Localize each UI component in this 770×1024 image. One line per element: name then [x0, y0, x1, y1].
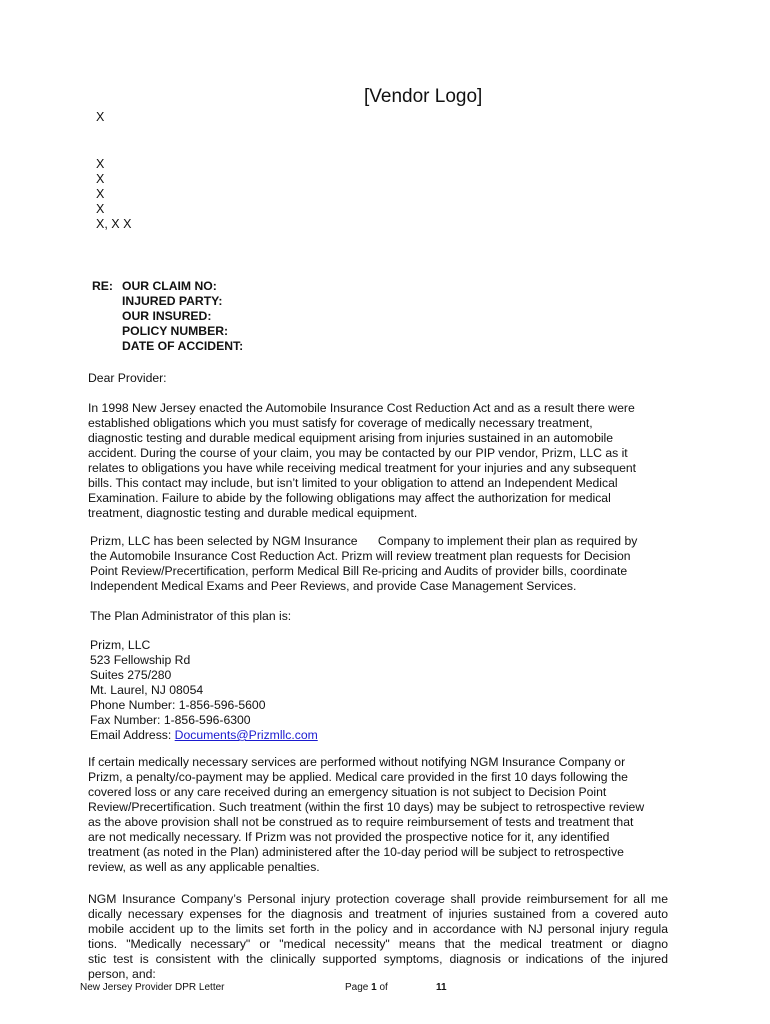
- paragraph-line: treatment (as noted in the Plan) administered after the 10-day period will be subject to retrospective: [88, 845, 624, 859]
- paragraph-line: person, and:: [88, 967, 156, 981]
- footer-document-title: New Jersey Provider DPR Letter: [80, 982, 225, 993]
- paragraph-line: diagnostic testing and durable medical equipment arising from injuries sustained in an automobile: [88, 431, 614, 445]
- re-field-date-of-accident: DATE OF ACCIDENT:: [122, 339, 244, 353]
- re-field-claim-no: OUR CLAIM NO:: [122, 279, 217, 293]
- addressee-line: X, X X: [96, 217, 132, 231]
- footer-page-label: Page: [345, 982, 372, 993]
- addressee-line: X: [96, 187, 105, 201]
- paragraph-line: bills. This contact may include, but isn’t limited to your obligation to attend an Independent Medical: [88, 476, 618, 490]
- paragraph-pip-coverage: [88, 892, 668, 982]
- footer-of-label: of: [376, 982, 388, 993]
- paragraph-pip-obligations: [88, 401, 672, 521]
- admin-fax: Fax Number: 1-856-596-6300: [90, 713, 251, 727]
- paragraph-line: accident. During the course of your claim, you may be contacted by our PIP vendor, Prizm, LLC as it: [88, 446, 628, 460]
- paragraph-line: Review/Precertification. Such treatment (within the first 10 days) may be subject to retrospective review: [88, 800, 645, 814]
- admin-email-row: [90, 728, 674, 743]
- paragraph-prizm-selection: [90, 534, 674, 594]
- addressee-block: [96, 157, 131, 232]
- paragraph-line: mobile accident up to the limits set forth in the policy and in accordance with NJ personal injury regula: [88, 922, 668, 936]
- paragraph-line: dically necessary expenses for the diagnosis and treatment of injuries sustained from a covered auto: [88, 907, 668, 921]
- re-label: RE:: [92, 279, 113, 293]
- paragraph-line: are not medically necessary. If Prizm was not provided the prospective notice for it, any identified: [88, 830, 610, 844]
- paragraph-line: stic test is consistent with the clinically supported symptoms, diagnosis or indications of the injured: [88, 952, 668, 966]
- footer-page-number: 1: [371, 982, 377, 993]
- paragraph-line: Examination. Failure to abide by the following obligations may affect the authorization for medical: [88, 491, 611, 505]
- addressee-line: X: [96, 157, 105, 171]
- reference-block: [92, 279, 243, 354]
- paragraph-penalty: [88, 755, 672, 875]
- paragraph-line: relates to obligations you have while receiving medical treatment for your injuries and any subsequent: [88, 461, 637, 475]
- plan-administrator-address: [90, 638, 674, 743]
- plan-administrator-intro: The Plan Administrator of this plan is:: [90, 609, 292, 623]
- paragraph-line: NGM Insurance Company’s Personal injury protection coverage shall provide reimbursement for all me: [88, 892, 668, 906]
- paragraph-line: Prizm, a penalty/co-payment may be applied. Medical care provided in the first 10 days following the: [88, 770, 628, 784]
- admin-email-link[interactable]: Documents@Prizmllc.com: [174, 728, 318, 742]
- re-field-policy-number: POLICY NUMBER:: [122, 324, 229, 338]
- admin-street: 523 Fellowship Rd: [90, 653, 191, 667]
- paragraph-line: review, as well as any applicable penalties.: [88, 860, 320, 874]
- admin-suite: Suites 275/280: [90, 668, 172, 682]
- re-field-injured-party: INJURED PARTY:: [122, 294, 223, 308]
- vendor-logo-placeholder: [Vendor Logo]: [364, 86, 483, 107]
- paragraph-line: Point Review/Precertification, perform Medical Bill Re-pricing and Audits of provider bills, coordinate: [90, 564, 628, 578]
- salutation: Dear Provider:: [88, 371, 167, 385]
- admin-city: Mt. Laurel, NJ 08054: [90, 683, 204, 697]
- paragraph-line: covered loss or any care received during an emergency situation is not subject to Decision Point: [88, 785, 607, 799]
- admin-name: Prizm, LLC: [90, 638, 151, 652]
- re-field-our-insured: OUR INSURED:: [122, 309, 212, 323]
- footer-total-pages-number: 11: [436, 982, 447, 993]
- paragraph-line: established obligations which you must satisfy for coverage of medically necessary treatment,: [88, 416, 593, 430]
- addressee-line: X: [96, 202, 105, 216]
- paragraph-line: treatment, diagnostic testing and durable medical equipment.: [88, 506, 418, 520]
- paragraph-line: as the above provision shall not be construed as to require reimbursement of tests and treatment that: [88, 815, 634, 829]
- addressee-line: X: [96, 172, 105, 186]
- paragraph-line: In 1998 New Jersey enacted the Automobile Insurance Cost Reduction Act and as a result there were: [88, 401, 635, 415]
- footer-total-pages: [436, 982, 447, 993]
- paragraph-line: tions. "Medically necessary" or "medical necessity" means that the medical treatment or diagno: [88, 937, 668, 951]
- footer-page-indicator: [345, 982, 388, 993]
- paragraph-line: the Automobile Insurance Cost Reduction Act. Prizm will review treatment plan requests for Decision: [90, 549, 631, 563]
- admin-phone: Phone Number: 1-856-596-5600: [90, 698, 266, 712]
- paragraph-line: Prizm, LLC has been selected by NGM Insurance Company to implement their plan as required by: [90, 534, 638, 548]
- paragraph-line: If certain medically necessary services are performed without notifying NGM Insurance Company or: [88, 755, 626, 769]
- addressee-line: X: [96, 110, 105, 124]
- admin-email-label: Email Address:: [90, 728, 175, 742]
- paragraph-line: Independent Medical Exams and Peer Reviews, and provide Case Management Services.: [90, 579, 577, 593]
